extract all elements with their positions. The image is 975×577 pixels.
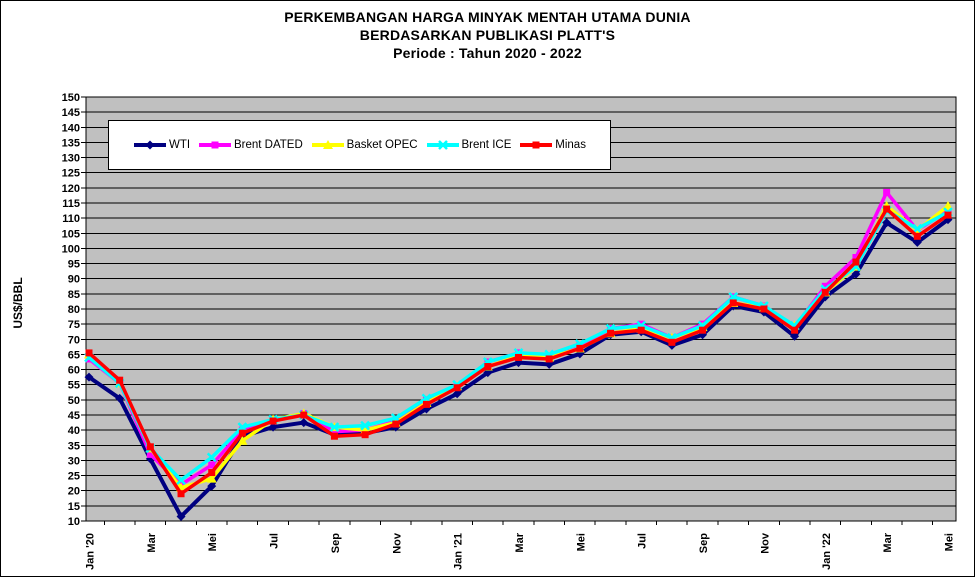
x-tick-label: Sep (329, 533, 342, 554)
chart-title-line1: PERKEMBANGAN HARGA MINYAK MENTAH UTAMA DUNIA (284, 9, 691, 25)
y-tick-label: 10 (67, 516, 80, 528)
x-tick-label: Mei (943, 533, 956, 552)
y-tick-label: 105 (61, 228, 80, 241)
x-tick-label: Jan '21 (452, 533, 465, 570)
y-tick-label: 110 (62, 213, 80, 226)
chart-canvas (1, 1, 975, 577)
y-tick-label: 50 (67, 394, 80, 407)
x-tick-label: Mar (514, 533, 526, 553)
x-tick-label: Mar (882, 533, 895, 553)
legend-swatch-brent-dated (198, 138, 232, 152)
x-tick-label: Jan '22 (820, 533, 833, 570)
legend-item-wti (133, 138, 190, 152)
chart-legend (108, 120, 611, 170)
legend-item-basket-opec (311, 138, 418, 152)
y-tick-label: 30 (67, 455, 80, 468)
legend-swatch-basket-opec (311, 138, 345, 152)
y-tick-label: 145 (61, 107, 80, 120)
legend-label-brent-dated: Brent DATED (233, 139, 303, 151)
legend-swatch-wti (133, 138, 167, 152)
y-tick-label: 115 (62, 198, 80, 210)
y-tick-label: 140 (61, 122, 80, 135)
y-tick-label: 20 (67, 485, 80, 498)
chart-title-line3: Periode : Tahun 2020 - 2022 (393, 45, 582, 61)
y-tick-label: 40 (67, 425, 80, 438)
x-tick-label: Mei (575, 533, 588, 552)
y-tick-label: 130 (61, 152, 80, 165)
y-tick-label: 100 (61, 243, 80, 256)
legend-label-wti: WTI (169, 139, 191, 151)
legend-swatch-minas (519, 138, 553, 152)
y-tick-label: 125 (61, 167, 80, 180)
x-tick-label: Nov (759, 533, 772, 554)
x-tick-label: Nov (391, 533, 404, 554)
y-tick-label: 45 (67, 410, 80, 422)
y-tick-label: 80 (67, 304, 80, 316)
legend-label-brent-ice: Brent ICE (461, 139, 512, 151)
y-tick-label: 60 (67, 364, 80, 377)
legend-label-minas: Minas (555, 139, 586, 151)
legend-swatch-brent-ice (426, 138, 460, 152)
legend-item-brent-ice (426, 138, 512, 152)
y-tick-label: 95 (67, 258, 80, 271)
y-tick-label: 35 (67, 440, 80, 453)
y-tick-label: 85 (67, 288, 80, 301)
x-tick-label: Jan '20 (84, 533, 97, 570)
x-tick-label: Mar (145, 533, 158, 553)
y-axis-title: US$/BBL (11, 277, 25, 329)
x-tick-label: Jul (636, 533, 649, 549)
legend-label-basket-opec: Basket OPEC (346, 139, 418, 151)
y-tick-label: 25 (67, 470, 80, 483)
y-tick-label: 65 (67, 349, 80, 362)
y-tick-label: 120 (61, 182, 80, 195)
chart-title-line2: BERDASARKAN PUBLIKASI PLATT'S (359, 27, 616, 43)
legend-item-minas (519, 138, 586, 152)
x-tick-label: Sep (698, 533, 711, 554)
y-tick-label: 135 (61, 137, 80, 150)
y-tick-label: 70 (67, 334, 80, 347)
x-tick-label: Jul (268, 533, 281, 549)
x-tick-label: Mei (207, 533, 220, 552)
y-tick-label: 15 (67, 500, 80, 513)
y-tick-label: 150 (61, 92, 80, 104)
y-tick-label: 75 (67, 319, 80, 332)
y-tick-label: 55 (67, 379, 80, 392)
y-tick-label: 90 (67, 273, 80, 286)
legend-item-brent-dated (198, 138, 303, 152)
